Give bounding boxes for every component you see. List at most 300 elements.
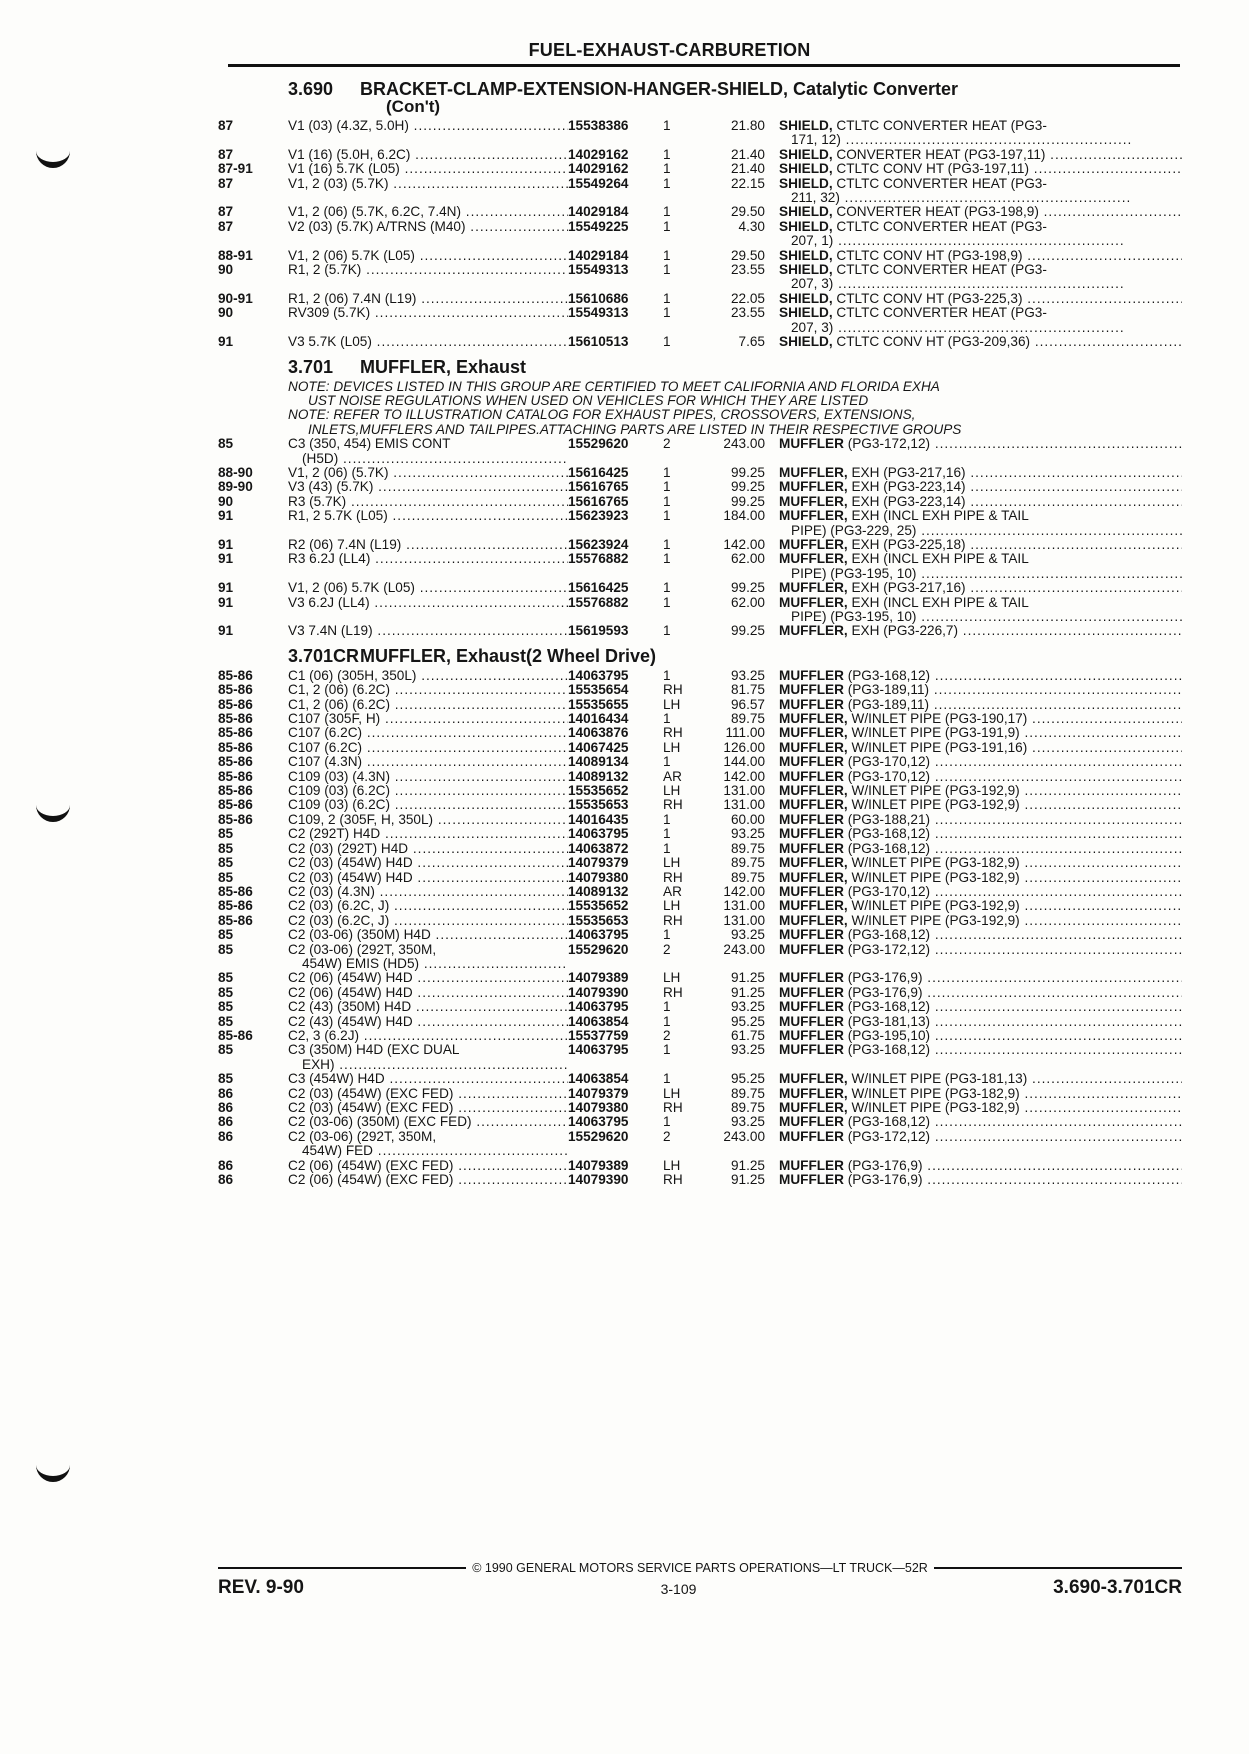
section-number: 3.690 [288, 79, 334, 99]
price: 99.25 [730, 580, 765, 596]
desc-text: C2 (06) (454W) H4D ..... [288, 986, 568, 1000]
part-name-bold: MUFFLER [779, 755, 844, 770]
application-desc [288, 1130, 568, 1159]
part-number: 14029184 [568, 247, 629, 263]
application-desc [288, 899, 568, 913]
part-name-bold: MUFFLER, [779, 1101, 848, 1115]
part-name-bold: MUFFLER, [779, 784, 848, 799]
price: 93.25 [730, 1114, 765, 1130]
quantity: 1 [663, 493, 671, 509]
price: 184.00 [723, 508, 765, 524]
part-name-rest: (PG3-170,12) [843, 769, 931, 784]
part-number: 15535654 [568, 682, 629, 698]
part-name [779, 798, 1182, 812]
part-name-rest: (PG3-176,9) [843, 1158, 923, 1173]
part-name-bold: MUFFLER [779, 942, 844, 957]
model-year: 87 [218, 218, 234, 234]
quantity: 1 [663, 247, 671, 263]
table-row [218, 509, 1182, 538]
note-line: NOTE: DEVICES LISTED IN THIS GROUP ARE CERTIFIED TO MEET CALIFORNIA AND FLORIDA EXHA [288, 378, 940, 394]
page-title: FUEL-EXHAUST-CARBURETION [528, 40, 811, 60]
part-name-rest: (PG3-168,12) [843, 928, 931, 943]
part-name [779, 581, 1182, 595]
price: 89.75 [730, 1085, 765, 1101]
price: 99.25 [730, 464, 765, 480]
table-row [218, 1115, 1182, 1129]
part-name-rest: (PG3-168,12) [843, 1115, 931, 1130]
price: 93.25 [730, 999, 765, 1015]
quantity: 1 [663, 1071, 671, 1087]
part-name-bold: MUFFLER [779, 928, 844, 943]
note-line: NOTE: REFER TO ILLUSTRATION CATALOG FOR EXHAUST PIPES, CROSSOVERS, EXTENSIONS, [288, 407, 916, 423]
part-name [779, 928, 1182, 942]
part-number: 15529620 [568, 436, 629, 452]
part-name [779, 480, 1182, 494]
part-name-rest: (PG3-172,12) [843, 437, 931, 452]
part-name-bold: MUFFLER, [779, 856, 848, 871]
part-name [779, 1000, 1182, 1014]
part-name-bold: MUFFLER [779, 668, 844, 683]
price: 243.00 [723, 436, 765, 452]
price: 60.00 [730, 811, 765, 827]
table-row [218, 770, 1182, 784]
part-number: 15535652 [568, 898, 629, 914]
section-heading [218, 80, 1182, 115]
quantity: 1 [663, 479, 671, 495]
table-row [218, 971, 1182, 985]
model-year: 85-86 [218, 768, 253, 784]
part-name-bold: MUFFLER, [779, 537, 848, 552]
model-year: 86 [218, 1172, 234, 1188]
part-name [779, 698, 1182, 712]
parts-list [218, 72, 1182, 1187]
part-name-rest: (PG3-176,9) [843, 1173, 923, 1188]
table-row [218, 220, 1182, 249]
quantity: RH [663, 869, 683, 885]
part-name-line [779, 683, 1182, 697]
note-line: INLETS,MUFFLERS AND TAILPIPES.ATTACHING PARTS ARE LISTED IN THEIR RESPECTIVE GROUPS [308, 421, 962, 437]
model-year: 89-90 [218, 479, 253, 495]
quantity: 1 [663, 204, 671, 220]
part-name-line [779, 1087, 1182, 1101]
part-number: 14079379 [568, 1085, 629, 1101]
part-name-line [779, 162, 1182, 176]
desc-text: C2 (43) (350M) H4D ..... [288, 1000, 568, 1014]
application-desc [288, 784, 568, 798]
part-name-line [779, 726, 1182, 740]
part-name-rest: CTLTC CONVERTER HEAT (PG3- [832, 119, 1047, 133]
quantity: LH [663, 1085, 681, 1101]
quantity: LH [663, 1157, 681, 1173]
part-name-rest: W/INLET PIPE (PG3-192,9) [847, 899, 1020, 914]
part-name-rest: EXH (PG3-223,14) [847, 480, 966, 495]
part-name [779, 119, 1182, 148]
quantity: 1 [663, 334, 671, 350]
part-number: 14063795 [568, 826, 629, 842]
quantity: 1 [663, 161, 671, 177]
model-year: 85 [218, 1071, 234, 1087]
application-desc [288, 596, 568, 610]
table-row [218, 335, 1182, 349]
quantity: RH [663, 797, 683, 813]
binder-hole [36, 146, 70, 168]
desc-text: C2 (06) (454W) H4D ..... [288, 971, 568, 985]
part-number: 15616425 [568, 464, 629, 480]
application-desc [288, 928, 568, 942]
model-year: 88-90 [218, 464, 253, 480]
part-name [779, 1072, 1182, 1086]
table-row [218, 683, 1182, 697]
part-name [779, 971, 1182, 985]
table-row [218, 148, 1182, 162]
model-year: 90-91 [218, 290, 253, 306]
desc-text: V3 7.4N (L19) ..... [288, 624, 568, 638]
desc-text: C3 (350, 454) EMIS CONT [288, 437, 451, 452]
part-name [779, 220, 1182, 249]
part-number: 14063854 [568, 1071, 629, 1087]
quantity: RH [663, 912, 683, 928]
part-name-line [779, 741, 1182, 755]
table-row [218, 784, 1182, 798]
quantity: 1 [663, 305, 671, 321]
part-number: 15616765 [568, 493, 629, 509]
price: 23.55 [730, 262, 765, 278]
section-heading [218, 647, 1182, 665]
part-name-rest: (PG3-181,13) [843, 1014, 931, 1029]
part-number: 14079390 [568, 984, 629, 1000]
part-name-line [779, 466, 1182, 480]
model-year: 85-86 [218, 725, 253, 741]
quantity: RH [663, 984, 683, 1000]
price: 95.25 [730, 1071, 765, 1087]
part-name-rest: CTLTC CONV HT (PG3-198,9) [832, 248, 1023, 263]
desc-text: C2 (03-06) (350M) (EXC FED) ..... [288, 1115, 568, 1129]
part-number: 14063854 [568, 1013, 629, 1029]
quantity: LH [663, 739, 681, 755]
part-name-rest: EXH (INCL EXH PIPE & TAIL [847, 552, 1029, 567]
part-name [779, 712, 1182, 726]
part-number: 15619593 [568, 623, 629, 639]
model-year: 91 [218, 623, 234, 639]
price: 29.50 [730, 204, 765, 220]
quantity: 1 [663, 218, 671, 234]
part-number: 14079389 [568, 1157, 629, 1173]
part-name-rest: CTLTC CONVERTER HEAT (PG3- [832, 219, 1047, 234]
part-name-bold: MUFFLER [779, 1000, 844, 1015]
application-desc [288, 466, 568, 480]
application-desc [288, 205, 568, 219]
part-name-cont: 171, 12) ..... [779, 133, 1182, 147]
desc-text: V2 (03) (5.7K) A/TRNS (M40) ..... [288, 220, 568, 234]
part-name [779, 885, 1182, 899]
part-name-rest: EXH (PG3-217,16) [847, 581, 966, 596]
quantity: 1 [663, 536, 671, 552]
table-row [218, 306, 1182, 335]
quantity: 1 [663, 811, 671, 827]
part-name [779, 306, 1182, 335]
price: 81.75 [730, 682, 765, 698]
price: 142.00 [723, 768, 765, 784]
table-row [218, 943, 1182, 972]
price: 93.25 [730, 667, 765, 683]
part-number: 14063795 [568, 1042, 629, 1058]
application-desc [288, 1043, 568, 1072]
part-number: 15537759 [568, 1027, 629, 1043]
part-name-line [779, 798, 1182, 812]
part-name-line [779, 148, 1182, 162]
part-name-rest: (PG3-170,12) [843, 755, 931, 770]
desc-text: C109 (03) (6.2C) ..... [288, 798, 568, 812]
section-3-701cr [218, 647, 1182, 1188]
part-name-rest: CTLTC CONV HT (PG3-225,3) [832, 291, 1023, 306]
part-name [779, 856, 1182, 870]
part-name [779, 943, 1182, 957]
desc-text: V3 (43) (5.7K) ..... [288, 480, 568, 494]
part-name-line [779, 1072, 1182, 1086]
price: 91.25 [730, 970, 765, 986]
quantity: 1 [663, 754, 671, 770]
table-row [218, 827, 1182, 841]
table-row [218, 1101, 1182, 1115]
part-name [779, 1029, 1182, 1043]
part-name-line [779, 885, 1182, 899]
model-year: 86 [218, 1128, 234, 1144]
model-year: 90 [218, 305, 234, 321]
desc-text: V1, 2 (06) (5.7K, 6.2C, 7.4N) ..... [288, 205, 568, 219]
model-year: 85-86 [218, 883, 253, 899]
part-name [779, 842, 1182, 856]
application-desc [288, 509, 568, 523]
part-number: 14016434 [568, 711, 629, 727]
price: 93.25 [730, 826, 765, 842]
part-name [779, 263, 1182, 292]
desc-text: C2 (03) (6.2C, J) ..... [288, 914, 568, 928]
price: 243.00 [723, 941, 765, 957]
part-name-cont: 207, 3) ..... [779, 277, 1182, 291]
part-name-bold: MUFFLER, [779, 552, 848, 567]
part-name [779, 683, 1182, 697]
application-desc [288, 581, 568, 595]
application-desc [288, 162, 568, 176]
part-name-rest: (PG3-168,12) [843, 1000, 931, 1015]
part-name-bold: SHIELD, [779, 119, 833, 133]
model-year: 87-91 [218, 161, 253, 177]
table-row [218, 755, 1182, 769]
page-footer [218, 1561, 1182, 1599]
part-number: 15538386 [568, 118, 629, 133]
section-heading [218, 358, 1182, 376]
desc-text: C2 (03) (454W) H4D ..... [288, 871, 568, 885]
table-row [218, 249, 1182, 263]
application-desc [288, 726, 568, 740]
price: 144.00 [723, 754, 765, 770]
part-name-line [779, 249, 1182, 263]
model-year: 85-86 [218, 811, 253, 827]
desc-text: C2 (03-06) (350M) H4D ..... [288, 928, 568, 942]
part-number: 14089132 [568, 768, 629, 784]
model-year: 91 [218, 580, 234, 596]
quantity: LH [663, 855, 681, 871]
quantity: LH [663, 970, 681, 986]
table-row [218, 1000, 1182, 1014]
part-name-bold: MUFFLER [779, 683, 844, 698]
model-year: 91 [218, 536, 234, 552]
part-name-bold: MUFFLER, [779, 712, 848, 727]
desc-text: R1, 2 (5.7K) ..... [288, 263, 568, 277]
price: 89.75 [730, 855, 765, 871]
desc-text-cont: EXH) ..... [288, 1058, 568, 1072]
model-year: 91 [218, 551, 234, 567]
application-desc [288, 292, 568, 306]
part-number: 14063876 [568, 725, 629, 741]
part-name-line [779, 119, 1047, 133]
page-number: 3-109 [660, 1581, 697, 1597]
part-name-line [779, 698, 1182, 712]
part-name-rest: CONVERTER HEAT (PG3-197,11) [832, 147, 1046, 162]
model-year: 85-86 [218, 754, 253, 770]
part-name [779, 755, 1182, 769]
quantity: 1 [663, 623, 671, 639]
price: 4.30 [738, 218, 765, 234]
part-name-rest: W/INLET PIPE (PG3-192,9) [847, 784, 1020, 799]
desc-text-cont: 454W) EMIS (HD5) ..... [288, 957, 568, 971]
table-row [218, 726, 1182, 740]
part-name-line [779, 1043, 1182, 1057]
table-row [218, 842, 1182, 856]
part-name-rest: CTLTC CONVERTER HEAT (PG3- [832, 263, 1047, 278]
part-name-rest: (PG3-172,12) [843, 1129, 931, 1144]
section-title-text: BRACKET-CLAMP-EXTENSION-HANGER-SHIELD, Catalytic Converter [360, 79, 959, 99]
table-row [218, 1173, 1182, 1187]
part-number: 15549225 [568, 218, 629, 234]
part-name-bold: SHIELD, [779, 335, 833, 350]
part-name-line [779, 784, 1182, 798]
part-number: 15535653 [568, 912, 629, 928]
desc-text: C2 (03) (454W) H4D ..... [288, 856, 568, 870]
application-desc [288, 798, 568, 812]
part-name-rest: EXH (PG3-223,14) [847, 494, 966, 509]
part-name-bold: MUFFLER [779, 1115, 844, 1130]
price: 21.80 [730, 118, 765, 133]
part-name-rest: W/INLET PIPE (PG3-191,16) [847, 740, 1028, 755]
part-name-line [779, 437, 1182, 451]
part-name [779, 784, 1182, 798]
desc-text: R3 (5.7K) ..... [288, 495, 568, 509]
desc-text: C1, 2 (06) (6.2C) ..... [288, 698, 568, 712]
part-name-line [779, 914, 1182, 928]
application-desc [288, 1029, 568, 1043]
part-name-bold: SHIELD, [779, 248, 833, 263]
table-row [218, 1130, 1182, 1159]
part-name-bold: MUFFLER [779, 1158, 844, 1173]
model-year: 85-86 [218, 797, 253, 813]
part-name [779, 1173, 1182, 1187]
part-name-line [779, 986, 1182, 1000]
part-number: 15610513 [568, 334, 629, 350]
desc-text: C2 (03) (292T) H4D ..... [288, 842, 568, 856]
part-name [779, 770, 1182, 784]
part-name-rest: (PG3-168,12) [843, 1043, 931, 1058]
part-name-rest: EXH (INCL EXH PIPE & TAIL [847, 509, 1029, 524]
section-title [360, 358, 1182, 376]
desc-text: V1 (16) 5.7K (L05) ..... [288, 162, 568, 176]
part-name-line [779, 943, 1182, 957]
part-name-line [779, 538, 1182, 552]
quantity: 1 [663, 175, 671, 191]
desc-text: C2 (06) (454W) (EXC FED) ..... [288, 1173, 568, 1187]
application-desc [288, 813, 568, 827]
part-name-line [779, 480, 1182, 494]
part-name-bold: MUFFLER, [779, 798, 848, 813]
quantity: 1 [663, 826, 671, 842]
quantity: RH [663, 1100, 683, 1115]
price: 22.15 [730, 175, 765, 191]
application-desc [288, 1115, 568, 1129]
part-name [779, 466, 1182, 480]
table-row [218, 177, 1182, 206]
part-name-rest: W/INLET PIPE (PG3-190,17) [847, 712, 1028, 727]
price: 22.05 [730, 290, 765, 306]
part-name-line [779, 581, 1182, 595]
part-name-rest: CONVERTER HEAT (PG3-198,9) [832, 205, 1039, 220]
part-name-line [779, 813, 1182, 827]
table-row [218, 596, 1182, 625]
part-name-line [779, 495, 1182, 509]
model-year: 91 [218, 334, 234, 350]
part-name-line [779, 552, 1029, 566]
part-name-line [779, 624, 1182, 638]
part-name-bold: SHIELD, [779, 219, 833, 234]
quantity: RH [663, 1172, 683, 1188]
price: 23.55 [730, 305, 765, 321]
application-desc [288, 871, 568, 885]
part-name-bold: MUFFLER, [779, 595, 848, 610]
part-name-bold: SHIELD, [779, 176, 833, 191]
part-name-rest: (PG3-168,12) [843, 841, 931, 856]
application-desc [288, 552, 568, 566]
desc-text: C107 (4.3N) ..... [288, 755, 568, 769]
quantity: 1 [663, 262, 671, 278]
application-desc [288, 335, 568, 349]
table-row [218, 581, 1182, 595]
quantity: 1 [663, 464, 671, 480]
model-year: 86 [218, 1157, 234, 1173]
price: 96.57 [730, 696, 765, 712]
model-year: 88-91 [218, 247, 253, 263]
quantity: RH [663, 725, 683, 741]
quantity: LH [663, 783, 681, 799]
part-name-rest: (PG3-176,9) [843, 985, 923, 1000]
part-name-line [779, 1159, 1182, 1173]
part-name-line [779, 842, 1182, 856]
table-row [218, 712, 1182, 726]
application-desc [288, 1087, 568, 1101]
binder-hole [36, 800, 70, 822]
part-name-rest: (PG3-189,11) [843, 683, 930, 698]
section-title [360, 647, 1182, 665]
model-year: 86 [218, 1100, 234, 1115]
quantity: 2 [663, 1027, 671, 1043]
part-name [779, 509, 1182, 538]
part-name-cont: PIPE) (PG3-195, 10) ..... [779, 610, 1182, 624]
part-name [779, 813, 1182, 827]
desc-text: C2 (03-06) (292T, 350M, [288, 942, 437, 957]
part-name-rest: W/INLET PIPE (PG3-182,9) [847, 1086, 1020, 1101]
price: 91.25 [730, 1157, 765, 1173]
price: 89.75 [730, 711, 765, 727]
part-name-bold: MUFFLER, [779, 726, 848, 741]
quantity: 2 [663, 436, 671, 452]
